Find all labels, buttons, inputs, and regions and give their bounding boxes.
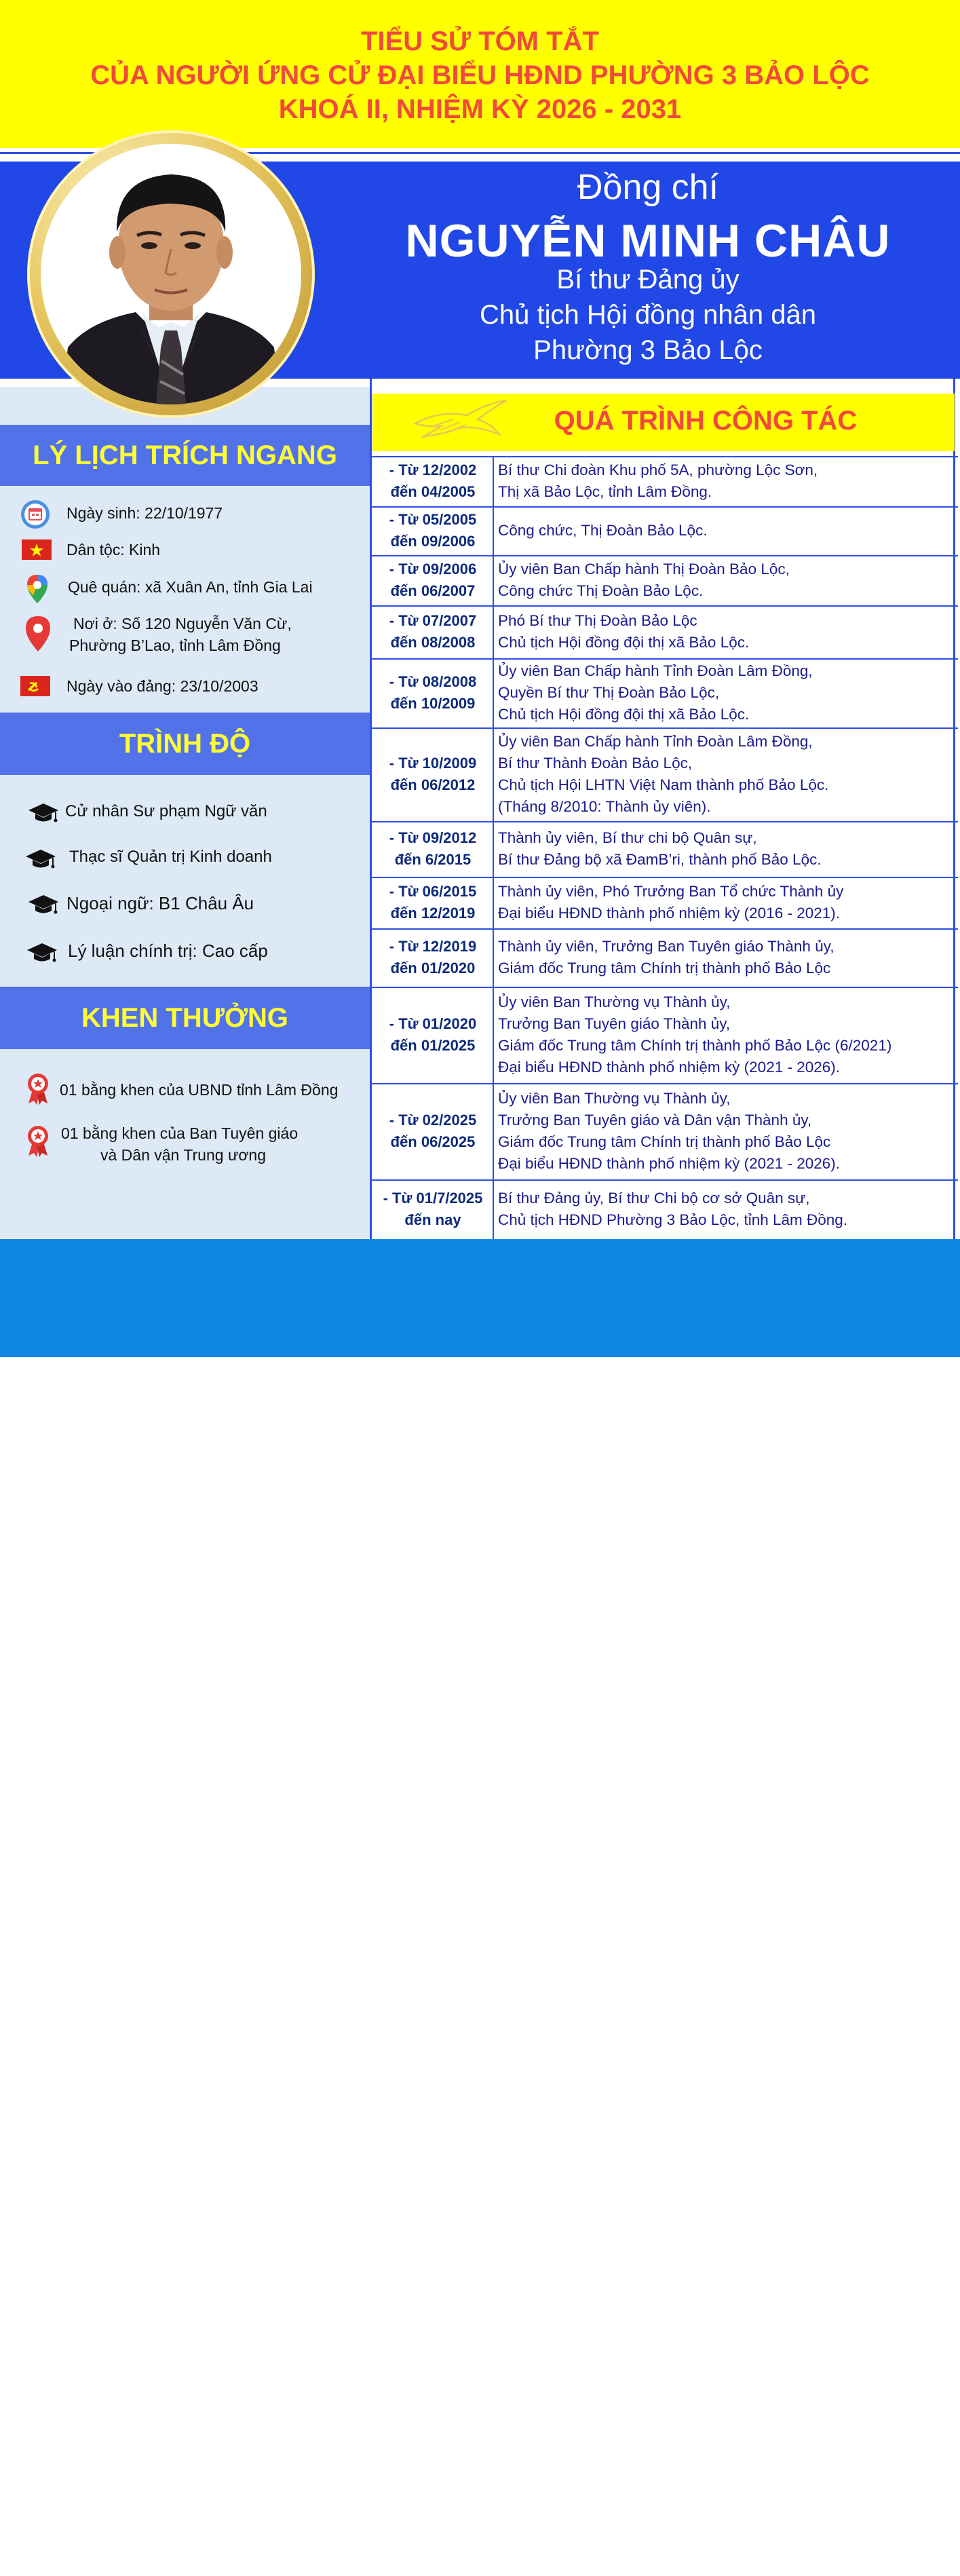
career-row-divider	[371, 605, 958, 607]
career-description-line: Chủ tịch Hội LHTN Việt Nam thành phố Bảo Lộc.	[498, 776, 829, 793]
profile-birthdate: Ngày sinh: 22/10/1977	[66, 504, 223, 522]
education-item-1: Cử nhân Sư phạm Ngữ văn	[65, 802, 267, 820]
career-row-divider	[371, 555, 958, 556]
career-period-to: đến 01/2025	[390, 1037, 476, 1054]
graduation-cap-icon	[24, 847, 57, 873]
career-description-line: Ủy viên Ban Thường vụ Thành ủy,	[498, 993, 731, 1010]
career-period-from: - Từ 01/2020	[389, 1015, 477, 1032]
career-period-from: - Từ 12/2002	[389, 461, 477, 478]
career-period-from: - Từ 06/2015	[389, 883, 477, 900]
education-section-title: TRÌNH ĐỘ	[0, 713, 370, 775]
award-item-2-line2: và Dân vận Trung ương	[100, 1146, 267, 1164]
timeline-left-border	[370, 379, 372, 1239]
career-period-from: - Từ 12/2019	[389, 938, 477, 955]
header	[0, 0, 960, 148]
career-description-line: Đại biểu HĐND thành phố nhiệm kỳ (2021 - 2026).	[498, 1059, 841, 1076]
profile-section-title: LÝ LỊCH TRÍCH NGANG	[0, 425, 370, 486]
header-title-line1: TIỂU SỬ TÓM TẮT	[361, 26, 599, 56]
career-description-line: Giám đốc Trung tâm Chính trị thành phố Bảo Lộc	[498, 1133, 831, 1150]
career-period-to: đến 12/2019	[390, 905, 476, 922]
career-description-line: Ủy viên Ban Chấp hành Tỉnh Đoàn Lâm Đồng,	[498, 733, 813, 750]
graduation-cap-icon	[27, 801, 60, 827]
party-flag-icon	[20, 676, 50, 700]
location-pin-icon	[24, 615, 52, 656]
career-description-line: Thành ủy viên, Phó Trưởng Ban Tổ chức Thành ủy	[498, 883, 844, 900]
career-description-line: Bí thư Đảng bộ xã ĐamB’ri, thành phố Bảo Lộc.	[498, 851, 822, 868]
career-description-line: Ủy viên Ban Thường vụ Thành ủy,	[498, 1090, 731, 1107]
candidate-name: NGUYỄN MINH CHÂU	[405, 215, 891, 267]
career-description-line: Bí thư Thành Đoàn Bảo Lộc,	[498, 755, 693, 772]
education-item-2: Thạc sĩ Quản trị Kinh doanh	[69, 848, 272, 866]
career-period-to: đến 06/2025	[390, 1133, 476, 1150]
career-description-line: Giám đốc Trung tâm Chính trị thành phố Bảo Lộc	[498, 960, 831, 977]
career-period-from: - Từ 05/2005	[389, 511, 477, 528]
career-period-from: - Từ 10/2009	[389, 755, 477, 772]
calendar-icon	[20, 499, 50, 533]
career-section-title: QUÁ TRÌNH CÔNG TÁC	[554, 406, 858, 436]
career-row-divider	[371, 658, 958, 660]
career-row-divider	[371, 727, 958, 729]
career-row-divider	[371, 456, 958, 457]
career-period-from: - Từ 07/2007	[389, 612, 477, 629]
career-description-line: Trưởng Ban Tuyên giáo Thành ủy,	[498, 1015, 731, 1032]
career-description-line: Chủ tịch HĐND Phường 3 Bảo Lộc, tỉnh Lâm Đồng.	[498, 1211, 848, 1228]
career-row-divider	[371, 877, 958, 878]
header-title-line3: KHOÁ II, NHIỆM KỲ 2026 - 2031	[278, 94, 682, 124]
career-period-from: - Từ 09/2006	[389, 561, 477, 577]
career-description-line: Chủ tịch Hội đồng đội thị xã Bảo Lộc.	[498, 706, 750, 723]
salutation: Đồng chí	[577, 168, 719, 207]
career-row-divider	[371, 506, 958, 508]
career-period-from: - Từ 08/2008	[389, 673, 477, 690]
profile-hometown: Quê quán: xã Xuân An, tỉnh Gia Lai	[68, 578, 313, 596]
career-period-to: đến 09/2006	[390, 533, 476, 550]
career-description-line: Quyền Bí thư Thị Đoàn Bảo Lộc,	[498, 684, 720, 701]
career-description-line: Bí thư Chi đoàn Khu phố 5A, phường Lộc Sơn,	[498, 461, 818, 478]
graduation-cap-icon	[27, 892, 60, 919]
award-medal-icon	[26, 1124, 50, 1160]
career-period-from: - Từ 01/7/2025	[383, 1190, 483, 1207]
career-period-to: đến 06/2012	[390, 776, 476, 793]
profile-residence-line2: Phường B’Lao, tỉnh Lâm Đồng	[69, 637, 281, 654]
career-description-line: Thành ủy viên, Trưởng Ban Tuyên giáo Thành ủy,	[498, 938, 834, 955]
career-row-divider	[371, 1083, 958, 1084]
career-description-line: Ủy viên Ban Chấp hành Tỉnh Đoàn Lâm Đồng,	[498, 662, 813, 679]
career-period-to: đến 08/2008	[390, 634, 476, 651]
career-period-to: đến 01/2020	[390, 960, 476, 977]
profile-party-join-date: Ngày vào đảng: 23/10/2003	[66, 677, 258, 695]
career-description-line: Thành ủy viên, Bí thư chi bộ Quân sự,	[498, 829, 757, 846]
career-row-divider	[371, 1179, 958, 1181]
education-item-4: Lý luận chính trị: Cao cấp	[68, 941, 268, 961]
awards-section-title: KHEN THƯỞNG	[0, 987, 370, 1049]
career-description-line: Thị xã Bảo Lộc, tỉnh Lâm Đồng.	[498, 483, 712, 500]
career-row-divider	[371, 821, 958, 822]
candidate-portrait	[41, 144, 301, 404]
career-row-divider	[371, 987, 958, 988]
map-pin-icon	[26, 573, 49, 608]
candidate-role-3: Phường 3 Bảo Lộc	[533, 335, 763, 365]
career-period-to: đến 6/2015	[394, 851, 472, 868]
career-description-line: Phó Bí thư Thị Đoàn Bảo Lộc	[498, 612, 697, 629]
electoral-unit: Đơn vị bầu cử số 02	[284, 2494, 676, 2539]
career-description-line: Chủ tịch Hội đồng đội thị xã Bảo Lộc.	[498, 634, 750, 651]
award-item-1: 01 bằng khen của UBND tỉnh Lâm Đồng	[60, 1081, 339, 1099]
career-description-line: Ủy viên Ban Chấp hành Thị Đoàn Bảo Lộc,	[498, 561, 790, 577]
career-period-to: đến nay	[404, 1211, 461, 1228]
career-description-line: Công chức, Thị Đoàn Bảo Lộc.	[498, 522, 708, 539]
career-description-line: Giám đốc Trung tâm Chính trị thành phố Bảo Lộc (6/2021)	[498, 1037, 892, 1054]
career-description-line: Bí thư Đảng ủy, Bí thư Chi bộ cơ sở Quân sự,	[498, 1190, 810, 1207]
career-description-line: Đại biểu HĐND thành phố nhiệm kỳ (2021 - 2026).	[498, 1155, 841, 1172]
education-item-3: Ngoại ngữ: B1 Châu Âu	[66, 893, 254, 913]
career-period-from: - Từ 09/2012	[389, 829, 477, 846]
career-description-line: Đại biểu HĐND thành phố nhiệm kỳ (2016 - 2021).	[498, 905, 841, 922]
swallow-emblem-icon	[412, 396, 507, 447]
profile-residence-line1: Nơi ở: Số 120 Nguyễn Văn Cừ,	[73, 615, 292, 632]
career-period-to: đến 10/2009	[390, 695, 476, 712]
career-description-line: Trưởng Ban Tuyên giáo và Dân vận Thành ủy,	[498, 1112, 812, 1129]
graduation-cap-icon	[26, 941, 58, 967]
career-description-line: (Tháng 8/2010: Thành ủy viên).	[498, 798, 711, 815]
career-description-line: Công chức Thị Đoàn Bảo Lộc.	[498, 582, 704, 599]
career-period-from: - Từ 02/2025	[389, 1112, 477, 1129]
career-period-to: đến 06/2007	[390, 582, 476, 599]
career-row-divider	[371, 928, 958, 930]
residential-groups: Gồm các Tổ dân phố: TDP 1B, TDP 2, TDP 7, TDP 3A và TDP 3B	[92, 2545, 868, 2574]
candidate-role-2: Chủ tịch Hội đồng nhân dân	[480, 300, 816, 330]
vietnam-flag-icon	[22, 539, 52, 563]
header-title-line2: CỦA NGƯỜI ỨNG CỬ ĐẠI BIỂU HĐND PHƯỜNG 3 BẢO LỘC	[90, 60, 870, 90]
profile-ethnicity: Dân tộc: Kinh	[66, 541, 161, 558]
candidate-role-1: Bí thư Đảng ủy	[556, 265, 740, 295]
career-period-to: đến 04/2005	[390, 483, 476, 500]
award-medal-icon	[26, 1072, 50, 1108]
award-item-2-line1: 01 bằng khen của Ban Tuyên giáo	[61, 1124, 299, 1142]
